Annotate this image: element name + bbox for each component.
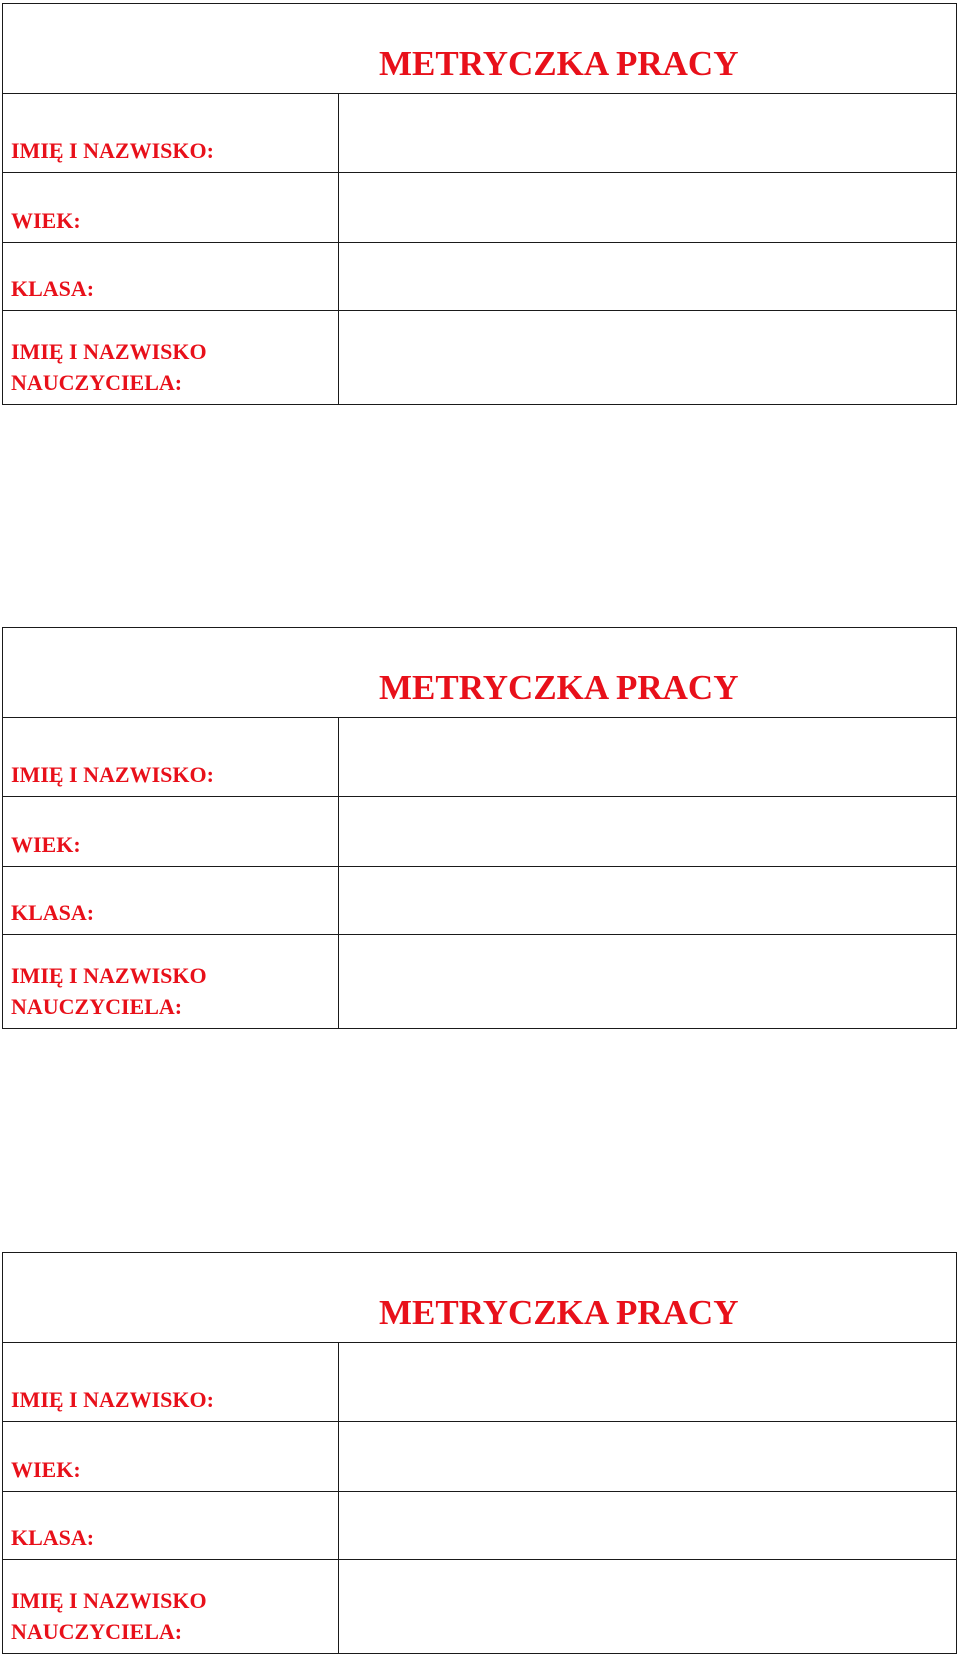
- teacher-label-line-1: IMIĘ I NAZWISKO: [11, 1588, 207, 1613]
- card-header: [3, 4, 956, 94]
- class-row: [3, 1492, 956, 1560]
- class-field[interactable]: [339, 243, 956, 310]
- teacher-label-line-2: NAUCZYCIELA:: [11, 1619, 183, 1644]
- age-field[interactable]: [339, 797, 956, 866]
- name-row: [3, 718, 956, 797]
- teacher-label: [11, 960, 207, 1022]
- class-row: [3, 243, 956, 311]
- teacher-field[interactable]: [339, 1560, 956, 1653]
- teacher-row: [3, 311, 956, 404]
- name-label: IMIĘ I NAZWISKO:: [11, 762, 214, 787]
- age-label: WIEK:: [11, 832, 81, 857]
- card-title: METRYCZKA PRACY: [379, 44, 739, 83]
- work-label-card-3: [2, 1252, 957, 1654]
- name-label-cell: [3, 718, 339, 796]
- card-title: METRYCZKA PRACY: [379, 1293, 739, 1332]
- work-label-card-2: [2, 627, 957, 1029]
- age-row: [3, 173, 956, 243]
- teacher-label-cell: [3, 1560, 339, 1653]
- teacher-label-cell: [3, 935, 339, 1028]
- class-label: KLASA:: [11, 900, 95, 925]
- name-label: IMIĘ I NAZWISKO:: [11, 1387, 214, 1412]
- teacher-label-line-1: IMIĘ I NAZWISKO: [11, 963, 207, 988]
- age-field[interactable]: [339, 173, 956, 242]
- teacher-label: [11, 336, 207, 398]
- card-header: [3, 1253, 956, 1343]
- name-row: [3, 94, 956, 173]
- name-label: IMIĘ I NAZWISKO:: [11, 138, 214, 163]
- age-row: [3, 797, 956, 867]
- card-title: METRYCZKA PRACY: [379, 668, 739, 707]
- class-label-cell: [3, 243, 339, 310]
- teacher-field[interactable]: [339, 935, 956, 1028]
- name-field[interactable]: [339, 718, 956, 796]
- teacher-row: [3, 1560, 956, 1653]
- card-header: [3, 628, 956, 718]
- work-label-card-1: [2, 3, 957, 405]
- name-label-cell: [3, 94, 339, 172]
- age-field[interactable]: [339, 1422, 956, 1491]
- class-label: KLASA:: [11, 276, 95, 301]
- class-field[interactable]: [339, 1492, 956, 1559]
- teacher-label-line-2: NAUCZYCIELA:: [11, 370, 183, 395]
- age-label-cell: [3, 1422, 339, 1491]
- teacher-label: [11, 1585, 207, 1647]
- name-field[interactable]: [339, 94, 956, 172]
- class-label-cell: [3, 867, 339, 934]
- age-label-cell: [3, 173, 339, 242]
- teacher-label-cell: [3, 311, 339, 404]
- teacher-label-line-2: NAUCZYCIELA:: [11, 994, 183, 1019]
- class-row: [3, 867, 956, 935]
- name-row: [3, 1343, 956, 1422]
- age-row: [3, 1422, 956, 1492]
- class-label: KLASA:: [11, 1525, 95, 1550]
- class-label-cell: [3, 1492, 339, 1559]
- class-field[interactable]: [339, 867, 956, 934]
- name-label-cell: [3, 1343, 339, 1421]
- teacher-label-line-1: IMIĘ I NAZWISKO: [11, 339, 207, 364]
- name-field[interactable]: [339, 1343, 956, 1421]
- age-label: WIEK:: [11, 1457, 81, 1482]
- teacher-field[interactable]: [339, 311, 956, 404]
- teacher-row: [3, 935, 956, 1028]
- age-label-cell: [3, 797, 339, 866]
- age-label: WIEK:: [11, 208, 81, 233]
